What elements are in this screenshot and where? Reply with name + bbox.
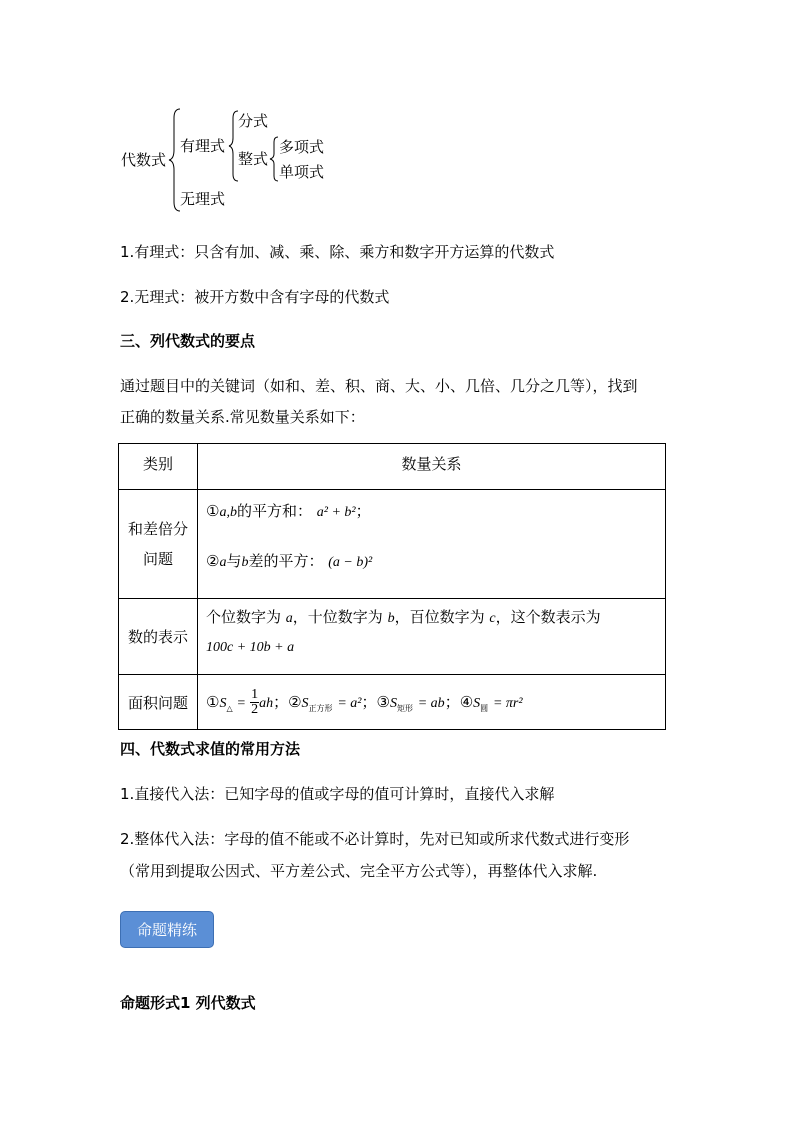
math-var: S	[389, 695, 397, 711]
tree-polynomial: 多项式	[279, 138, 325, 156]
item-marker: ②	[288, 692, 302, 711]
math-formula: = ab	[417, 695, 445, 711]
math-formula: = πr²	[492, 695, 523, 711]
item-marker: ②	[206, 552, 220, 570]
fraction-numerator: 1	[251, 686, 259, 702]
section3-para-line1: 通过题目中的关键词（如和、差、积、商、大、小、几倍、几分之几等），找到	[120, 377, 638, 395]
table-row	[119, 599, 666, 675]
item-text: 的平方和：	[236, 502, 312, 520]
table-header-row	[119, 444, 666, 490]
tree-monomial: 单项式	[279, 163, 325, 181]
math-sub: 圆	[480, 703, 489, 713]
separator: ；	[361, 692, 377, 711]
row3-category: 面积问题	[119, 675, 198, 730]
header-category: 类别	[119, 444, 198, 490]
math-var: a	[219, 555, 227, 570]
tree-root: 代数式	[121, 151, 167, 169]
math-eq: =	[237, 695, 246, 711]
math-formula: = a²	[337, 695, 362, 711]
item-marker: ①	[206, 692, 220, 711]
practice-button[interactable]: 命题精练	[120, 911, 214, 948]
tree-integral: 整式	[238, 150, 269, 168]
row1-relations	[198, 490, 666, 599]
item-text: 与	[226, 552, 242, 570]
math-var: b	[241, 555, 249, 570]
tree-irrational: 无理式	[180, 190, 226, 208]
row2-line1	[206, 606, 665, 627]
form1-heading: 命题形式1 列代数式	[120, 994, 256, 1012]
math-sub: 矩形	[396, 703, 413, 713]
math-formula: a² + b²	[316, 505, 356, 520]
item-text: 差的平方：	[248, 552, 324, 570]
tree-rational: 有理式	[180, 137, 226, 155]
math-sub: △	[226, 703, 233, 713]
math-formula: 100c + 10b + a	[206, 640, 295, 655]
separator: ；	[444, 692, 460, 711]
row2-relations	[198, 599, 666, 675]
row2-category: 数的表示	[119, 599, 198, 675]
table-row	[119, 490, 666, 599]
row2-line2	[206, 637, 665, 656]
section4-heading: 四、代数式求值的常用方法	[120, 740, 301, 758]
item-text: ，百位数字为	[394, 608, 485, 626]
separator: ；	[273, 692, 289, 711]
tree-fractional: 分式	[238, 112, 269, 130]
item-text: ，这个数表示为	[495, 608, 601, 626]
definition-irrational: 2.无理式：被开方数中含有字母的代数式	[120, 288, 390, 306]
math-formula: (a − b)²	[328, 555, 373, 570]
section3-para-line2: 正确的数量关系.常见数量关系如下：	[120, 408, 365, 426]
row3-relations	[198, 675, 666, 730]
row1-category-line1: 和差倍分	[127, 520, 188, 538]
section4-item2-line2: （常用到提取公因式、平方差公式、完全平方公式等），再整体代入求解.	[120, 862, 598, 880]
math-var: S	[301, 695, 309, 711]
math-vars: a,b	[219, 505, 237, 520]
math-var: S	[219, 695, 227, 711]
item-marker: ①	[206, 502, 220, 520]
item-text: ，十位数字为	[292, 608, 383, 626]
header-relation: 数量关系	[198, 444, 666, 490]
fraction-one-half	[250, 688, 259, 717]
item-marker: ③	[376, 692, 390, 711]
math-formula: ah	[259, 695, 274, 711]
item-end: ；	[355, 502, 371, 520]
section4-item2-line1: 2.整体代入法：字母的值不能或不必计算时，先对已知或所求代数式进行变形	[120, 830, 630, 848]
math-var: c	[489, 611, 496, 626]
item-marker: ④	[459, 692, 474, 711]
definition-rational: 1.有理式：只含有加、减、乘、除、乘方和数字开方运算的代数式	[120, 243, 555, 261]
row1-item1	[206, 500, 665, 542]
math-var: S	[473, 695, 481, 711]
section3-heading: 三、列代数式的要点	[120, 332, 256, 350]
row1-category	[119, 490, 198, 599]
table-row	[119, 675, 666, 730]
fraction-denominator: 2	[251, 701, 259, 717]
section4-item1: 1.直接代入法：已知字母的值或字母的值可计算时，直接代入求解	[120, 785, 555, 803]
item-text: 个位数字为	[206, 608, 282, 626]
quantity-relations-table	[118, 443, 666, 730]
row1-item2	[206, 550, 665, 571]
math-sub: 正方形	[308, 703, 333, 713]
row1-category-line2: 问题	[142, 550, 173, 568]
math-var: b	[387, 611, 395, 626]
math-var: a	[285, 611, 293, 626]
